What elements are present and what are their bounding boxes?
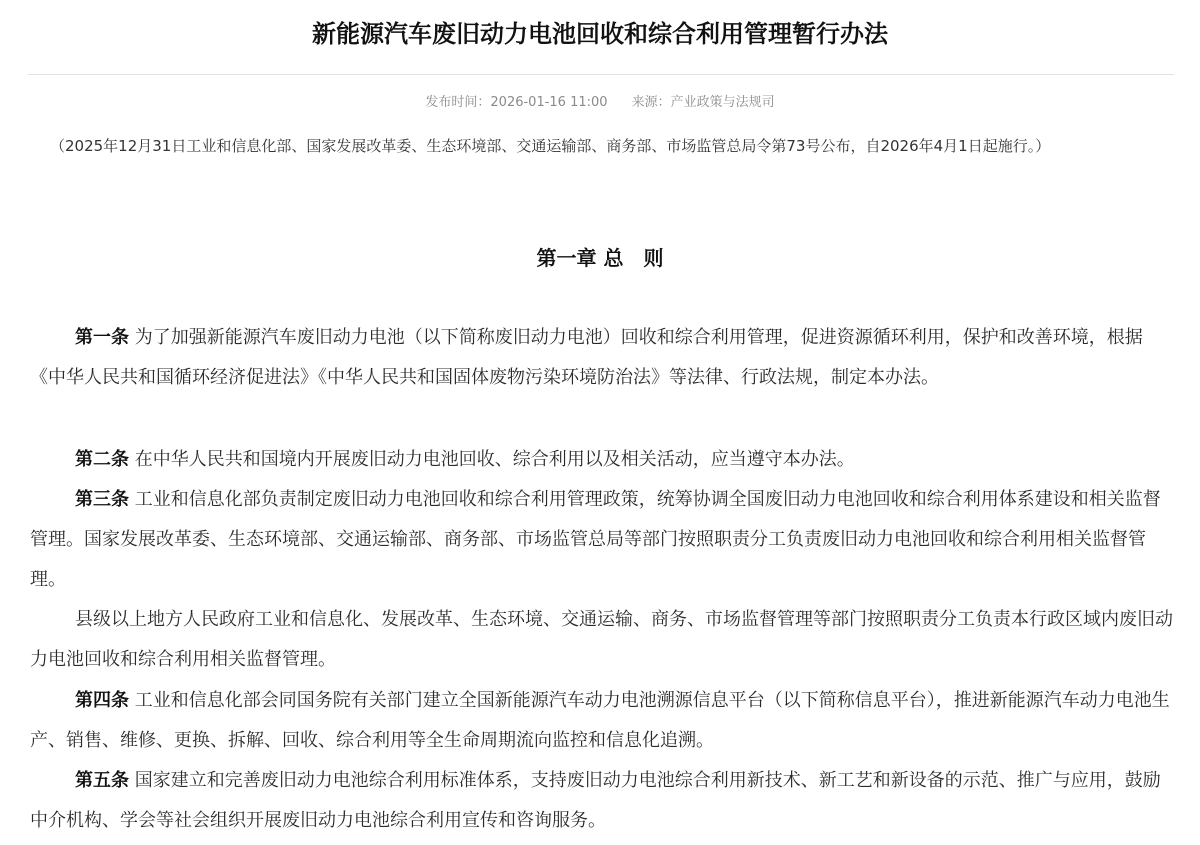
article-label: 第三条 — [75, 489, 129, 510]
document-title: 新能源汽车废旧动力电池回收和综合利用管理暂行办法 — [312, 20, 888, 48]
article-label: 第二条 — [75, 449, 129, 470]
article-label: 第四条 — [75, 690, 129, 711]
source-label: 来源：产业政策与法规司 — [631, 95, 775, 110]
article-text: 工业和信息化部负责制定废旧动力电池回收和综合利用管理政策，统筹协调全国废旧动力电池回收和综合利用体系建设和相关监督管理。国家发展改革委、生态环境部、交通运输部、商务部、市场监管总局等部门按照职责分工负责废旧动力电池回收和综合利用相关监督管理。 — [30, 489, 1161, 590]
title-divider — [28, 74, 1174, 75]
article-text: 县级以上地方人民政府工业和信息化、发展改革、生态环境、交通运输、商务、市场监督管理等部门按照职责分工负责本行政区域内废旧动力电池回收和综合利用相关监督管理。 — [30, 609, 1173, 670]
publish-time: 发布时间：2026-01-16 11:00 — [425, 95, 608, 110]
article-text: 工业和信息化部会同国务院有关部门建立全国新能源汽车动力电池溯源信息平台（以下简称信息平台），推进新能源汽车动力电池生产、销售、维修、更换、拆解、回收、综合利用等全生命周期流向监控和信息化追溯。 — [30, 690, 1170, 751]
article-3-paragraph-2 — [30, 600, 1175, 680]
promulgation-note: （2025年12月31日工业和信息化部、国家发展改革委、生态环境部、交通运输部、商务部、市场监管总局令第73号公布，自2026年4月1日起施行。） — [50, 137, 1051, 155]
article-text: 国家建立和完善废旧动力电池综合利用标准体系，支持废旧动力电池综合利用新技术、新工艺和新设备的示范、推广与应用，鼓励中介机构、学会等社会组织开展废旧动力电池综合利用宣传和咨询服务。 — [30, 770, 1161, 831]
article-text: 为了加强新能源汽车废旧动力电池（以下简称废旧动力电池）回收和综合利用管理，促进资源循环利用，保护和改善环境，根据《中华人民共和国循环经济促进法》《中华人民共和国固体废物污染环境防治法》等法律、行政法规，制定本办法。 — [30, 327, 1143, 388]
article-4 — [30, 681, 1175, 761]
article-1 — [30, 318, 1175, 398]
article-text: 在中华人民共和国境内开展废旧动力电池回收、综合利用以及相关活动，应当遵守本办法。 — [129, 449, 855, 470]
publish-meta — [0, 92, 1200, 114]
chapter-heading: 第一章 总 则 — [536, 246, 664, 270]
article-2 — [30, 440, 1175, 480]
article-5 — [30, 761, 1175, 841]
article-label: 第五条 — [75, 770, 129, 791]
article-3 — [30, 480, 1175, 600]
article-label: 第一条 — [75, 327, 129, 348]
